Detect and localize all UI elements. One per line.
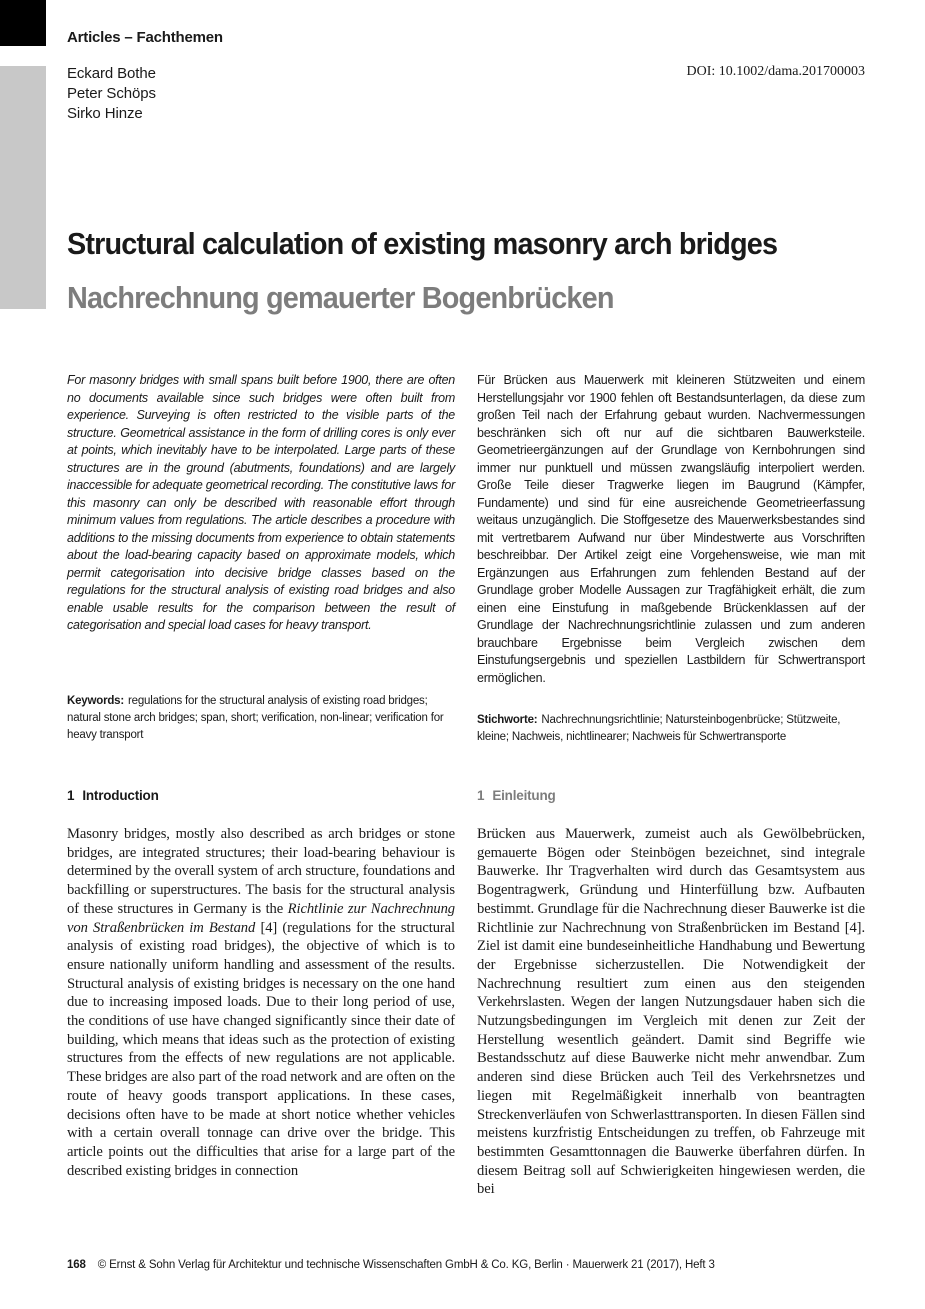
page-footer xyxy=(67,1259,715,1271)
section-heading-german xyxy=(477,788,556,803)
keywords-text: regulations for the structural analysis of existing road bridges; natural stone arch bridges; span, short; verification, non-linear; verification for heavy transport xyxy=(67,695,444,741)
author-name: Peter Schöps xyxy=(67,85,156,102)
regulation-title: Richtlinie zur Nachrechnung von Straßenbrücken im Bestand xyxy=(67,900,455,936)
copyright-text: © Ernst & Sohn Verlag für Architektur und technische Wissenschaften GmbH & Co. KG, Berlin · Mauerwerk 21 (2017), Heft 3 xyxy=(97,1259,715,1271)
body-text-segment: Masonry bridges, mostly also described as arch bridges or stone bridges, are integrated structures; their load-bearing behaviour is determined by the overall system of arch structure, foundations and backfilling or superstructures. The basis for the structural analysis of these structures in Germany is the xyxy=(67,826,455,917)
section-number: 1 xyxy=(67,788,75,803)
keywords-label: Keywords: xyxy=(67,695,124,707)
abstract-english: For masonry bridges with small spans built before 1900, there are often no documents available since such bridges were often built from experience. Surveying is often restricted to the visible parts of the structure. Geometrical assistance in the form of drilling cores is only ever at points, which inevitably have to be interpolated. Large parts of these structures are in the ground (abutments, foundations) and are largely inaccessible for adequate geometrical recording. The constitutive laws for this masonry can only be described with reasonable effort through minimum values from regulations. The article describes a procedure with additions to the missing documents from experience to obtain statements about the load-bearing capacity based on approximate models, which permit categorisation into decisive bridge classes based on the regulations for the structural analysis of existing road bridges and also enable usable results for the comparison between the result of categorisation and special load cases for heavy transport. xyxy=(67,373,455,632)
keywords-label: Stichworte: xyxy=(477,714,538,726)
body-text-english xyxy=(67,825,455,1180)
section-title: Introduction xyxy=(82,788,159,803)
section-heading-english xyxy=(67,788,159,803)
page-number: 168 xyxy=(67,1259,86,1271)
body-text-german: Brücken aus Mauerwerk, zumeist auch als Gewölbebrücken, gemauerte Bögen oder Steinbögen bezeichnet, sind integrale Bauwerke. Ihr Tragverhalten wird durch das Gesamtsystem aus Bogentragwerk, Gründung und Hinterfüllung bzw. Aufbauten bestimmt. Grundlage für die Nachrechnung dieser Bauwerke ist die Richtlinie zur Nachrechnung von Straßenbrücken im Bestand [4]. Ziel ist damit eine bundeseinheitliche Handhabung und Bewertung der Ergebnisse sicherzustellen. Die Notwendigkeit der Nachrechnung resultiert zum einen aus den steigenden Verkehrslasten. Wegen der langen Nutzungsdauer haben sich die Nutzungsbedingungen im Vergleich mit denen zur Zeit der Herstellung wesentlich geändert. Damit sind Begriffe wie Bestandsschutz auf diese Bauwerke nicht mehr anwendbar. Zum anderen sind diese Brücken auch Teil des Verkehrsnetzes und liegen mit Regelmäßigkeit innerhalb von beantragten Streckenverläufen von Schwerlasttransporten. In diesen Fällen sind meistens kurzfristig Entscheidungen zu treffen, ob Fahrzeuge mit bestimmten Gesamttonnagen die Bauwerke überfahren dürfen. In diesem Beitrag soll auf Schwierigkeiten hingewiesen werden, die bei xyxy=(477,826,865,1198)
keywords-english xyxy=(67,693,455,744)
section-number: 1 xyxy=(477,788,485,803)
corner-tab xyxy=(0,0,46,46)
author-name: Eckard Bothe xyxy=(67,65,156,82)
body-text-segment: [4] (regulations for the structural analysis of existing road bridges), the objective of which is to ensure nationally uniform handling and assessment of the results. Structural analysis of existing bridges is necessary on the one hand due to increasing imposed loads. Due to their long period of use, the conditions of use have changed significantly since their date of building, which means that ideas such as the protection of existing structures from the effects of new regulations are not applicable. These bridges are also part of the road network and are often on the route of heavy goods transport applications. In these cases, decisions often have to be made at short notice whether vehicles with a certain overall tonnage can drive over the bridge. This article points out the difficulties that arise for a large part of the described existing bridges in connection xyxy=(67,919,455,1179)
section-label: Articles – Fachthemen xyxy=(67,29,223,46)
title-english: Structural calculation of existing masonry arch bridges xyxy=(67,226,778,261)
title-german: Nachrechnung gemauerter Bogenbrücken xyxy=(67,280,614,315)
section-title: Einleitung xyxy=(492,788,556,803)
keywords-german xyxy=(477,712,865,746)
keywords-text: Nachrechnungsrichtlinie; Natursteinbogenbrücke; Stützweite, kleine; Nachweis, nichtlinearer; Nachweis für Schwertransporte xyxy=(477,714,841,743)
author-list xyxy=(67,64,156,124)
side-bar xyxy=(0,66,46,309)
abstract-german: Für Brücken aus Mauerwerk mit kleineren Stützweiten und einem Herstellungsjahr vor 1900 fehlen oft Bestandsunterlagen, da diese zum großen Teil nach der Erfahrung gebaut wurden. Nachvermessungen beschränken sich oft nur auf die sichtbaren Bauwerksteile. Geometrieergänzungen auf der Grundlage von Kernbohrungen sind immer nur punktuell und müssen zwangsläufig interpoliert werden. Große Teile dieser Tragwerke liegen im Baugrund (Kämpfer, Fundamente) und sind für eine ausreichende Geometrieerfassung weitaus unzugänglich. Die Stoffgesetze des Mauerwerksbestandes sind mit vertretbarem Aufwand nur über Mindestwerte aus Vorschriften beschreibbar. Der Artikel zeigt eine Vorgehensweise, wie man mit Ergänzungen aus Erfahrungen zum fehlenden Bestand auf der Grundlage grober Modelle Aussagen zur Tragfähigkeit erhält, die zum einen eine Einstufung in maßgebende Brückenklassen auf der Grundlage der Nachrechnungsrichtlinie zulassen und zum anderen brauchbare Ergebnisse beim Vergleich zwischen dem Einstufungsergebnis und speziellen Lastbildern für Schwertransport ermöglichen. xyxy=(477,373,865,685)
author-name: Sirko Hinze xyxy=(67,105,143,122)
doi-reference[interactable]: DOI: 10.1002/dama.201700003 xyxy=(686,64,865,79)
